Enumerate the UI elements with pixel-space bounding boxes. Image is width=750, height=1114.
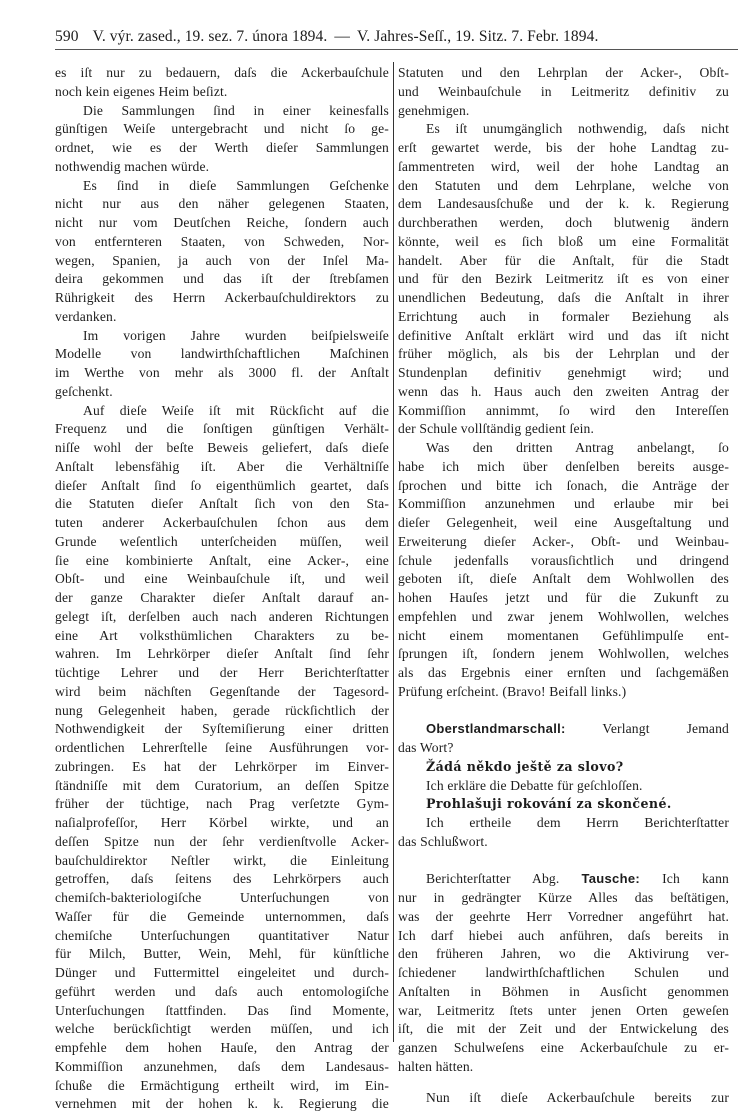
text-line: deſſen Spitze nun der ſehr verdienſtvolle Acker-	[55, 833, 389, 849]
text-line: genehmigen.	[398, 102, 470, 118]
text-line: dieſer Anſtalt ſind ſo eigenthümlich geartet, daſs	[55, 477, 389, 493]
text-line: halten hätten.	[398, 1058, 474, 1074]
text-line: nung Gelegenheit haben, gerade rückſichtlich der	[55, 702, 389, 718]
text-line: ſchule jedenfalls vorausſichtlich und dringend	[398, 552, 729, 568]
czech-line	[398, 758, 729, 777]
text-line: ganzen Schulweſens eine Ackerbauſchule zu er-	[398, 1040, 729, 1055]
text-line: verdanken.	[55, 308, 117, 324]
text-line: welche berückſichtigt werden müſſen, und ich	[55, 1021, 389, 1037]
text-line: ſprochen und bitte ich ſonach, die Anträge der	[398, 477, 729, 493]
spacer	[398, 1077, 729, 1089]
text-line: nicht einem momentanen Gefühlimpulſe ent-	[398, 627, 729, 643]
text-line: getroffen, daſs ſeitens des Lehrkörpers auch	[55, 871, 389, 887]
text-line: wegen, Spanien, ja auch von der Inſel Ma-	[55, 252, 389, 268]
text-line: dem Landesausſchuße und der k. k. Regierung	[398, 196, 729, 212]
text-line: empfehle dem hohen Hauſe, den Antrag der	[55, 1040, 389, 1055]
text-line: Anſtalten in Böhmen in Ausſicht genommen	[398, 983, 729, 999]
text-line: durchberathen werden, doch blutwenig ändern	[398, 215, 729, 230]
text-line: der Schule vollſtändig gedient ſein.	[398, 421, 595, 437]
text-line: ordnet, wie es der Werth dieſer Sammlungen	[55, 140, 389, 155]
text-line: Unterſuchungen ſtattfinden. Das ſind Momente,	[55, 1002, 389, 1018]
speaker-text: Verlangt Jemand	[602, 721, 729, 737]
text-line: Rührigkeit des Herrn Ackerbauſchuldirektors zu	[55, 290, 389, 305]
text-line: für Milch, Butter, Wein, Mehl, für künſtliche	[55, 946, 389, 962]
text-line: Prüfung erſcheint. (Bravo! Beifall links.)	[398, 683, 627, 699]
text-line: wird beim nächſten Gegenſtande der Tagesord-	[55, 683, 389, 699]
speaker-oberstlandmarschall-line	[398, 720, 729, 739]
text-line: ſchiedener landwirthſchaftlichen Schulen und	[398, 965, 729, 980]
text-line: empfehlen und zwar jenem Wohlwollen, welches	[398, 608, 729, 624]
text-line: tuten anderer Ackerbauſchulen ſchon aus dem	[55, 515, 389, 530]
text-line: deira gekommen und das iſt der ſtrebſamen	[55, 271, 389, 287]
text-line: den Statuten und dem Lehrplane, welche von	[398, 177, 729, 193]
text-line: Modelle von landwirthſchaftlichen Maſchinen	[55, 346, 389, 362]
header-dash: —	[334, 28, 350, 45]
header-czech: V. výr. zased., 19. sez. 7. února 1894.	[92, 28, 328, 45]
text-line: das Wort?	[398, 740, 454, 755]
text-line: Ich darf hiebei auch anführen, daſs bereits in	[398, 927, 729, 943]
text-line: im Werthe von mehr als 3000 fl. der Anſtalt	[55, 365, 389, 380]
text-line: nicht nur aus den näher gelegenen Staaten,	[55, 196, 389, 212]
text-line: wahren. Im Lehrkörper dieſer Anſtalt ſind ſehr	[55, 646, 389, 662]
text-line: Es iſt unumgänglich nothwendig, daſs nicht	[426, 121, 729, 137]
czech-question: Žádá někdo ještě za slovo?	[426, 758, 624, 774]
text-line: Nothwendigkeit der Syſtemiſierung einer dritten	[55, 721, 389, 737]
text-line: als das Ergebnis einer ernſten und ſachgemäßen	[398, 665, 729, 680]
text-line: ordentlichen Lehrerſtelle ſeine Ausführungen vor-	[55, 740, 389, 755]
right-column	[398, 64, 729, 1107]
text-line: Waſſer für die Gemeinde unternommen, daſs	[55, 908, 389, 924]
speaker-tausche-line	[398, 870, 729, 889]
text-line: Grunde weſentlich unterſcheiden müſſen, weil	[55, 533, 389, 549]
speaker-prefix: Berichterſtatter Abg.	[426, 871, 560, 887]
text-line: bauſchuldirektor Neſtler wirkt, die Einleitung	[55, 852, 389, 868]
text-line: könnte, weil es ſich bloß um eine Formalität	[398, 233, 729, 249]
text-line: Obſt- und eine Weinbauſchule iſt, und weil	[55, 571, 389, 587]
text-line: Stundenplan definitiv genehmigt wird; und	[398, 365, 729, 380]
running-header	[55, 28, 738, 50]
text-line: Kommiſſion anzunehmen, daſs dem Landesaus-	[55, 1058, 389, 1074]
page-number: 590	[55, 28, 79, 45]
text-line: Nun iſt dieſe Ackerbauſchule bereits zur	[426, 1089, 729, 1105]
text-line: chemiſch-bakteriologiſche Unterſuchungen von	[55, 890, 389, 905]
text-line: nothwendig machen würde.	[55, 158, 210, 174]
text-line: den früheren Jahren, wo die Aktivirung ver-	[398, 946, 729, 962]
text-line: Ich ertheile dem Herrn Berichterſtatter	[426, 815, 729, 830]
text-line: Kommiſſion annimmt, ſo wird den Intereſſen	[398, 402, 729, 418]
text-line: nur in gedrängter Kürze Alles das beſtätigen,	[398, 890, 729, 905]
text-line: Im vorigen Jahre wurden beiſpielsweiſe	[83, 327, 389, 343]
text-line: war, Leitmeritz ſtets unter jenen Orten geweſen	[398, 1002, 729, 1018]
text-line: geſchenkt.	[55, 383, 113, 399]
text-line: und für den Bezirk Leitmeritz iſt es von einer	[398, 271, 729, 287]
text-line: Frequenz und die ſonſtigen günſtigen Verhält-	[55, 421, 389, 437]
text-line: wenn das h. Haus auch den zweiten Antrag der	[398, 383, 729, 399]
text-line: erſt gewartet werde, bis der hohe Landtag zu-	[398, 140, 729, 155]
text-line: Anſtalt lebensfähig iſt. Aber die Verhältniſſe	[55, 458, 389, 474]
czech-close: Prohlašuji rokování za skončené.	[426, 796, 672, 812]
text-line: von entfernteren Staaten, von Schweden, Nor-	[55, 233, 389, 249]
text-line: definitive Anſtalt erklärt wird und das iſt nicht	[398, 327, 729, 343]
right-tausche-paragraph	[398, 889, 729, 1077]
text-line: naſialprofeſſor, Herr Körbel wirkte, und an	[55, 815, 389, 830]
speaker-colon: :	[635, 871, 641, 887]
text-line: dieſer Gelegenheit, weil eine Ausgeſtaltung und	[398, 515, 729, 530]
text-line: ſammentreten wird, weil der hohe Landtag an	[398, 158, 729, 174]
text-line: Ich erkläre die Debatte für geſchloſſen.	[426, 777, 643, 793]
text-line: ſchuße die Ermächtigung ertheilt wird, im Ein-	[55, 1077, 389, 1093]
text-line: der ganze Charakter dieſer Anſtalt darauf an-	[55, 590, 389, 605]
czech-line	[398, 795, 729, 814]
text-line: tüchtige Lehrer und der Herr Berichterſtatter	[55, 665, 389, 680]
speaker-name: Oberstlandmarschall	[426, 721, 562, 737]
text-line: Erweiterung dieſer Acker-, Obſt- und Weinbau-	[398, 533, 729, 549]
text-line: es iſt nur zu bedauern, daſs die Ackerbauſchule	[55, 65, 389, 80]
text-line: und Weinbauſchule in Leitmeritz definitiv zu	[398, 83, 729, 99]
text-line: vernehmen mit der hohen k. k. Regierung die	[55, 1096, 389, 1112]
text-line: nicht nur vom Deutſchen Reiche, ſondern auch	[55, 215, 389, 230]
text-line: die Statuten dieſer Anſtalt ſich von den Sta-	[55, 496, 389, 512]
text-line: geführt werden und daſs auch entomologiſche	[55, 983, 389, 999]
right-paragraphs	[398, 64, 729, 702]
speaker-name: Tausche	[581, 871, 636, 887]
text-line: ſie eine kombinierte Anſtalt, eine Acker-, eine	[55, 552, 389, 568]
text-line: iſt, die mit der Zeit und der Entwickelung des	[398, 1021, 729, 1037]
text-line: Was den dritten Antrag anbelangt, ſo	[426, 440, 729, 455]
text-line: ſprungen iſt, ſondern jenem Wohlwollen, welches	[398, 646, 729, 662]
text-line: eine Art volksthümlichen Charakters zu be-	[55, 627, 389, 643]
text-line: Es ſind in dieſe Sammlungen Geſchenke	[83, 177, 389, 193]
text-line: Errichtung auch in formaler Beziehung als	[398, 308, 729, 324]
text-line: das Schlußwort.	[398, 833, 488, 849]
text-line: ſtändniſſe mit dem Curatorium, an deſſen Spitze	[55, 777, 389, 793]
header-german: V. Jahres-Seſſ., 19. Sitz. 7. Febr. 1894.	[356, 28, 599, 45]
text-line: habe ich mich über denſelben bereits ausge-	[398, 458, 729, 474]
speaker-text: Ich kann	[662, 871, 729, 887]
text-line: Auf dieſe Weiſe iſt mit Rückſicht auf die	[83, 402, 389, 418]
text-line: noch kein eigenes Heim beſizt.	[55, 83, 228, 99]
text-line: Kommiſſion anzunehmen und erlaube mir bei	[398, 496, 729, 512]
text-line: zubringen. Es hat der Lehrkörper im Einver-	[55, 758, 389, 774]
text-line: chemiſche Unterſuchungen quantitativer Natur	[55, 927, 389, 943]
column-divider	[393, 62, 394, 1042]
text-line: niſſe wohl der beſte Beweis geliefert, daſs dieſe	[55, 440, 389, 455]
text-line: Dünger und Futtermittel eingeleitet und durch-	[55, 965, 389, 980]
text-line: was der geehrte Herr Vorredner angeführt hat.	[398, 908, 729, 924]
text-line: Statuten und den Lehrplan der Acker-, Obſt-	[398, 65, 729, 80]
spacer	[398, 702, 729, 721]
text-line: hohen Hauſes jetzt und für die Zukunft zu	[398, 590, 729, 605]
text-line: früher der tüchtige, nach Prag verſetzte Gym-	[55, 796, 389, 812]
header-rule	[55, 49, 738, 50]
text-line: Die Sammlungen ſind in einer keinesfalls	[83, 102, 389, 118]
text-line: unendlichen Bedeutung, daſs die Anſtalt in ihrer	[398, 290, 729, 305]
left-column	[55, 64, 389, 1114]
speaker-colon: :	[561, 721, 566, 737]
text-line: günſtigen Weiſe untergebracht und nicht ſo ge-	[55, 121, 389, 137]
text-line: geboten iſt, dieſe Anſtalt dem Wohlwollen des	[398, 571, 729, 587]
text-line: früher möglich, als bis der Lehrplan und der	[398, 346, 729, 362]
spacer	[398, 852, 729, 871]
text-line: handelt. Aber für die Anſtalt, für die Stadt	[398, 252, 729, 268]
text-line: gelegt iſt, derſelben auch nach anderen Richtungen	[55, 608, 389, 624]
